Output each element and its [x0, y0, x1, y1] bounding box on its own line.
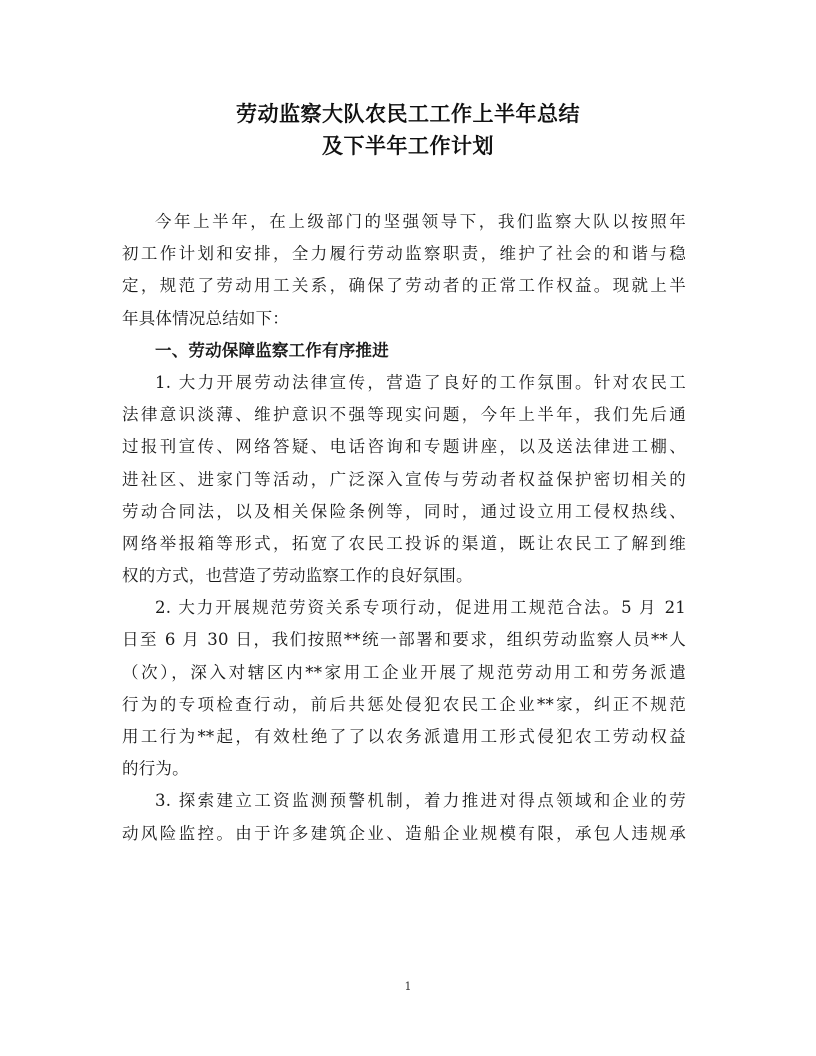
document-title-line-1: 劳动监察大队农民工工作上半年总结	[236, 102, 580, 126]
paragraph-item-3	[122, 785, 686, 849]
text-line: 初工作计划和安排，全力履行劳动监察职责，维护了社会的和谐与稳	[122, 244, 686, 264]
text-line: 用工行为**起，有效杜绝了了以农务派遣用工形式侵犯农工劳动权益	[122, 727, 686, 746]
document-title-line-2: 及下半年工作计划	[322, 134, 494, 158]
text-line: 今年上半年，在上级部门的坚强领导下，我们监察大队以按照年	[155, 212, 686, 231]
text-line: 网络举报箱等形式，拓宽了农民工投诉的渠道，既让农民工了解到维	[122, 533, 686, 553]
text-line: 1. 大力开展劳动法律宣传，营造了良好的工作氛围。针对农民工	[155, 372, 686, 392]
text-line: 定，规范了劳动用工关系，确保了劳动者的正常工作权益。现就上半	[122, 276, 686, 296]
page-number: 1	[404, 980, 412, 993]
text-line: 过报刊宣传、网络答疑、电话咨询和专题讲座，以及送法律进工棚、	[122, 437, 686, 457]
section-heading	[122, 335, 686, 367]
text-line: 日至 6 月 30 日，我们按照**统一部署和要求，组织劳动监察人员**人	[122, 630, 686, 650]
text-line: 3. 探索建立工资监测预警机制，着力推进对得点领域和企业的劳	[155, 791, 686, 811]
text-line: 权的方式，也营造了劳动监察工作的良好氛围。	[122, 566, 473, 586]
heading-text: 一、劳动保障监察工作有序推进	[155, 340, 389, 360]
paragraph-intro	[122, 206, 686, 335]
document-body	[122, 206, 686, 850]
paragraph-item-1	[122, 367, 686, 592]
text-line: 行为的专项检查行动，前后共惩处侵犯农民工企业**家，纠正不规范	[122, 694, 686, 714]
text-line: （次），深入对辖区内**家用工企业开展了规范劳动用工和劳务派遣	[122, 662, 686, 682]
paragraph-item-2	[122, 592, 686, 785]
text-line: 年具体情况总结如下：	[122, 308, 289, 328]
text-line: 进社区、进家门等活动，广泛深入宣传与劳动者权益保护密切相关的	[122, 469, 686, 489]
text-line: 法律意识淡薄、维护意识不强等现实问题，今年上半年，我们先后通	[122, 405, 686, 425]
text-line: 2. 大力开展规范劳资关系专项行动，促进用工规范合法。5 月 21	[155, 598, 686, 618]
text-line: 劳动合同法，以及相关保险条例等，同时，通过设立用工侵权热线、	[122, 501, 686, 521]
text-line: 动风险监控。由于许多建筑企业、造船企业规模有限，承包人违规承	[122, 823, 686, 843]
text-line: 的行为。	[122, 759, 189, 779]
